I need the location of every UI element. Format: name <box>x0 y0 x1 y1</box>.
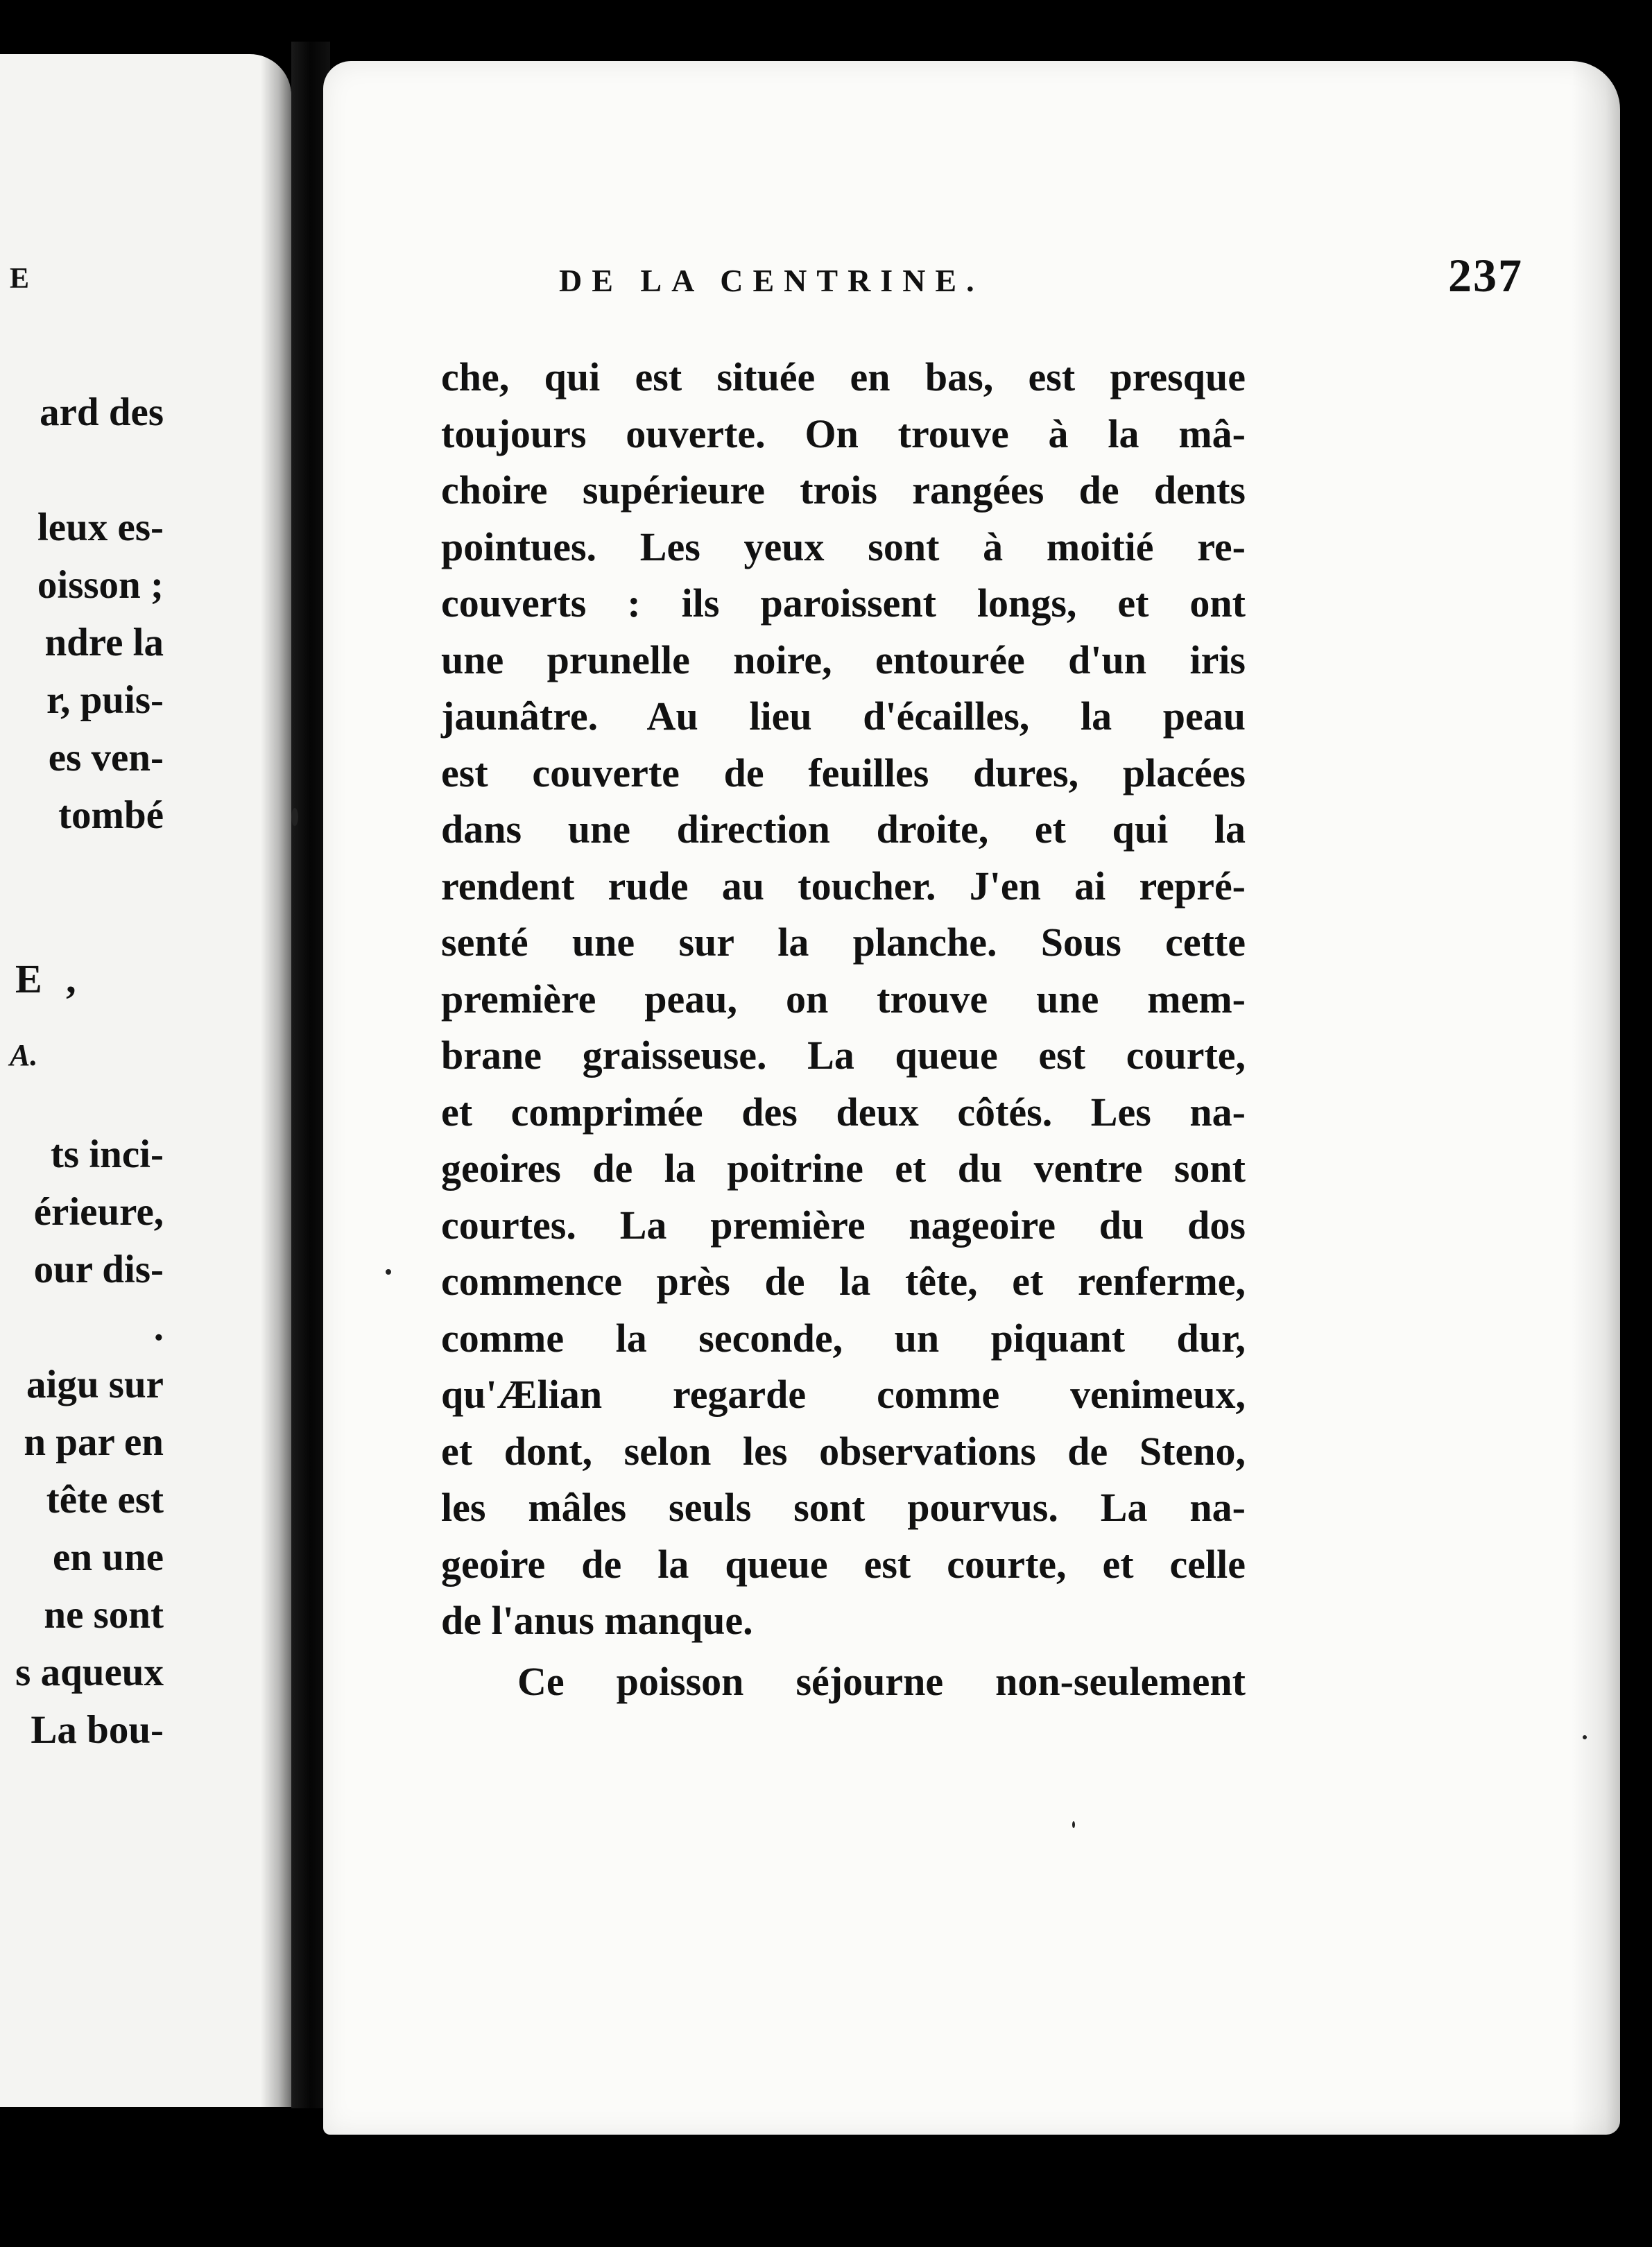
text-line: ts inci- <box>50 1133 164 1176</box>
scan-speck <box>386 1269 391 1275</box>
text-line: tombé <box>58 793 164 837</box>
page-edge-shadow <box>1572 61 1620 2135</box>
text-line: jaunâtre. Au lieu d'écailles, la peau <box>441 694 1246 739</box>
text-line: n par en <box>24 1420 164 1464</box>
text-line: es ven- <box>48 736 164 780</box>
text-line <box>0 441 164 499</box>
text-line: s aqueux <box>15 1651 164 1694</box>
text-line: Ce poisson séjourne non-seulement <box>517 1658 1246 1704</box>
text-line: brane graisseuse. La queue est courte, <box>441 1033 1246 1078</box>
text-line: our dis- <box>33 1248 164 1291</box>
text-line: r, puis- <box>46 678 164 722</box>
text-line: senté une sur la planche. Sous cette <box>441 920 1246 965</box>
text-line: première peau, on trouve une mem- <box>441 976 1246 1022</box>
text-line: ard des <box>40 390 164 434</box>
scan-speck <box>291 808 298 826</box>
text-line: ne sont <box>44 1593 164 1637</box>
left-gutter-shadow <box>261 54 291 2107</box>
left-section-subheading-fragment: A. <box>10 1038 38 1072</box>
text-line: tête est <box>46 1478 164 1522</box>
running-head <box>559 248 1523 311</box>
text-line: érieure, <box>33 1190 164 1234</box>
text-line: che, qui est située en bas, est presque <box>441 354 1246 399</box>
text-line: pointues. Les yeux sont à moitié re- <box>441 524 1246 569</box>
text-line: oisson ; <box>37 563 164 607</box>
left-page-text-bottom <box>0 1126 164 1759</box>
text-line: ndre la <box>44 621 164 664</box>
body-text <box>441 349 1246 1710</box>
text-line: qu'Ælian regarde comme venimeux, <box>441 1372 1246 1417</box>
text-line: comme la seconde, un piquant dur, <box>441 1315 1246 1361</box>
text-line: rendent rude au toucher. J'en ai repré- <box>441 863 1246 909</box>
text-line: une prunelle noire, entourée d'un iris <box>441 637 1246 682</box>
text-line: La bou- <box>31 1708 164 1752</box>
text-line: geoire de la queue est courte, et celle <box>441 1541 1246 1587</box>
text-line: de l'anus manque. <box>441 1598 753 1643</box>
text-line: courtes. La première nageoire du dos <box>441 1202 1246 1248</box>
text-line: commence près de la tête, et renferme, <box>441 1259 1246 1304</box>
text-line: aigu sur <box>26 1363 164 1406</box>
text-line: geoires de la poitrine et du ventre sont <box>441 1146 1246 1191</box>
text-line: dans une direction droite, et qui la <box>441 807 1246 852</box>
text-line: choire supérieure trois rangées de dents <box>441 467 1246 513</box>
page-number: 237 <box>1448 249 1523 302</box>
text-line: couverts : ils paroissent longs, et ont <box>441 580 1246 626</box>
left-running-head-fragment: E <box>10 263 34 295</box>
text-line: en une <box>53 1535 164 1579</box>
running-title: DE LA CENTRINE. <box>559 263 984 298</box>
text-line: toujours ouverte. On trouve à la mâ- <box>441 411 1246 456</box>
main-page <box>323 61 1620 2135</box>
left-facing-page <box>0 54 291 2107</box>
text-line: est couverte de feuilles dures, placées <box>441 750 1246 795</box>
scan-speck <box>1072 1821 1075 1828</box>
left-section-heading-fragment: E , <box>15 956 83 1001</box>
text-line: les mâles seuls sont pourvus. La na- <box>441 1485 1246 1530</box>
scan-speck <box>1583 1735 1587 1739</box>
text-line: et dont, selon les observations de Steno, <box>441 1428 1246 1474</box>
text-line: . <box>153 1305 164 1349</box>
text-line: et comprimée des deux côtés. Les na- <box>441 1089 1246 1135</box>
left-page-text-top <box>0 384 164 844</box>
text-line: leux es- <box>37 506 164 549</box>
